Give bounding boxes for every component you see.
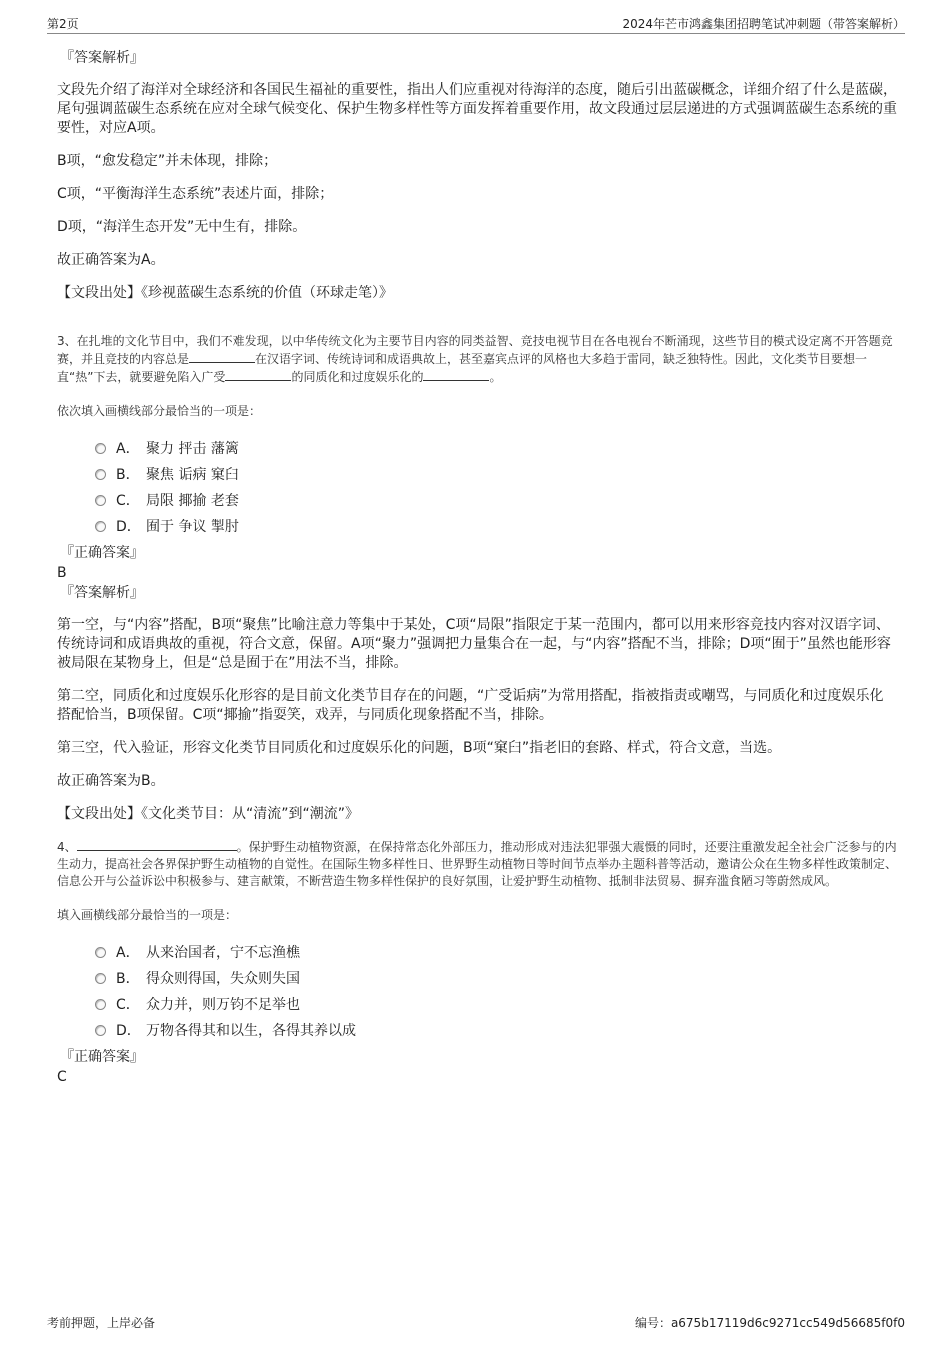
question-stem: 4、 。保护野生动植物资源，在保持常态化外部压力，推动形成对违法犯罪强大震慑的同时，还要注重激发起全社会广泛参与的内生动力，提高社会各界保护野生动植物的自觉性。在国际生物多样性日、世界野生动植物日等时间节点举办主题科普等活动，邀请公众在生物多样性政策制定、信息公开与公益诉讼中积极参与、建言献策，不断营造生物多样性保护的良好氛围，让爱护野生动植物、抵制非法贸易、摒弃滥食陋习等蔚然成风。 [57,840,898,888]
footer-slogan: 考前押题，上岸必备 [47,1316,156,1330]
radio-icon[interactable] [95,1025,106,1036]
page-content [57,48,897,1087]
analysis-paragraph: 第二空，同质化和过度娱乐化形容的是目前文化类节目存在的问题，“广受诟病”为常用搭配，指被指责或嘲骂，与同质化和过度娱乐化搭配恰当，B项保留。C项“揶揄”指耍笑，戏弄，与同质化现象搭配不当，排除。 [57,688,884,723]
option-c[interactable]: C． 局限 揶揄 老套 [57,487,897,513]
option-c[interactable]: C． 众力并，则万钧不足举也 [57,991,897,1017]
option-list [57,435,897,539]
document-title: 2024年芒市鸿鑫集团招聘笔试冲刺题（带答案解析） [622,17,905,31]
option-list [57,939,897,1043]
source-citation: 【文段出处】《珍视蓝碳生态系统的价值（环球走笔）》 [57,285,393,301]
option-a[interactable]: A． 聚力 抨击 藩篱 [57,435,897,461]
option-d[interactable]: D． 囿于 争议 掣肘 [57,513,897,539]
page-number: 第2页 [47,17,79,31]
radio-icon[interactable] [95,947,106,958]
answer-conclusion: 故正确答案为A。 [57,252,165,268]
fill-blank [423,368,489,381]
fill-blank [77,838,237,851]
fill-blank [225,368,291,381]
analysis-label: 『答案解析』 [60,585,144,601]
analysis-paragraph: B项，“愈发稳定”并未体现，排除； [57,153,278,169]
answer-label: 『正确答案』 [60,1049,144,1065]
document-id: 编号：a675b17119d6c9271cc549d56685f0f0 [634,1316,905,1330]
analysis-label: 『答案解析』 [60,50,144,66]
radio-icon[interactable] [95,999,106,1010]
correct-answer: B [57,565,67,581]
analysis-paragraph: C项，“平衡海洋生态系统”表述片面，排除； [57,186,334,202]
option-d[interactable]: D． 万物各得其和以生，各得其养以成 [57,1017,897,1043]
correct-answer: C [57,1069,67,1085]
radio-icon[interactable] [95,469,106,480]
radio-icon[interactable] [95,973,106,984]
analysis-paragraph: 第一空，与“内容”搭配，B项“聚焦”比喻注意力等集中于某处，C项“局限”指限定于某一范围内，都可以用来形容竞技内容对汉语字词、传统诗词和成语典故的重视，符合文意，保留。A项“聚力”强调把力量集合在一起，与“内容”搭配不当，排除；D项“囿于”虽然也能形容被局限在某物身上，但是“总是囿于在”用法不当，排除。 [57,617,891,671]
page-header [47,15,905,34]
option-b[interactable]: B． 聚焦 诟病 窠臼 [57,461,897,487]
question-stem: 3、在扎堆的文化节目中，我们不难发现，以中华传统文化为主要节目内容的同类益智、竞技电视节目在各电视台不断涌现，这些节目的模式设定离不开答题竞赛，并且竞技的内容总是 在汉语字词、传统诗词和成语典故上，甚至嘉宾点评的风格也大多趋于雷同，缺乏独特性。因此，文化类节目要想一直“热”下去，就要避免陷入广受 的同质化和过度娱乐化的 。 [57,334,893,384]
radio-icon[interactable] [95,495,106,506]
answer-label: 『正确答案』 [60,545,144,561]
answer-conclusion: 故正确答案为B。 [57,773,165,789]
source-citation: 【文段出处】《文化类节目：从“清流”到“潮流”》 [57,806,360,822]
fill-blank [189,350,255,363]
analysis-paragraph: 第三空，代入验证，形容文化类节目同质化和过度娱乐化的问题，B项“窠臼”指老旧的套路、样式，符合文意，当选。 [57,740,782,756]
analysis-paragraph: 文段先介绍了海洋对全球经济和各国民生福祉的重要性，指出人们应重视对待海洋的态度，随后引出蓝碳概念，详细介绍了什么是蓝碳，尾句强调蓝碳生态系统在应对全球气候变化、保护生物多样性等方面发挥着重要作用，故文段通过层层递进的方式强调蓝碳生态系统的重要性，对应A项。 [57,82,897,136]
option-b[interactable]: B． 得众则得国，失众则失国 [57,965,897,991]
analysis-paragraph: D项，“海洋生态开发”无中生有，排除。 [57,219,307,235]
radio-icon[interactable] [95,443,106,454]
radio-icon[interactable] [95,521,106,532]
option-a[interactable]: A． 从来治国者，宁不忘渔樵 [57,939,897,965]
question-prompt: 依次填入画横线部分最恰当的一项是： [57,404,262,418]
question-prompt: 填入画横线部分最恰当的一项是： [57,908,238,922]
